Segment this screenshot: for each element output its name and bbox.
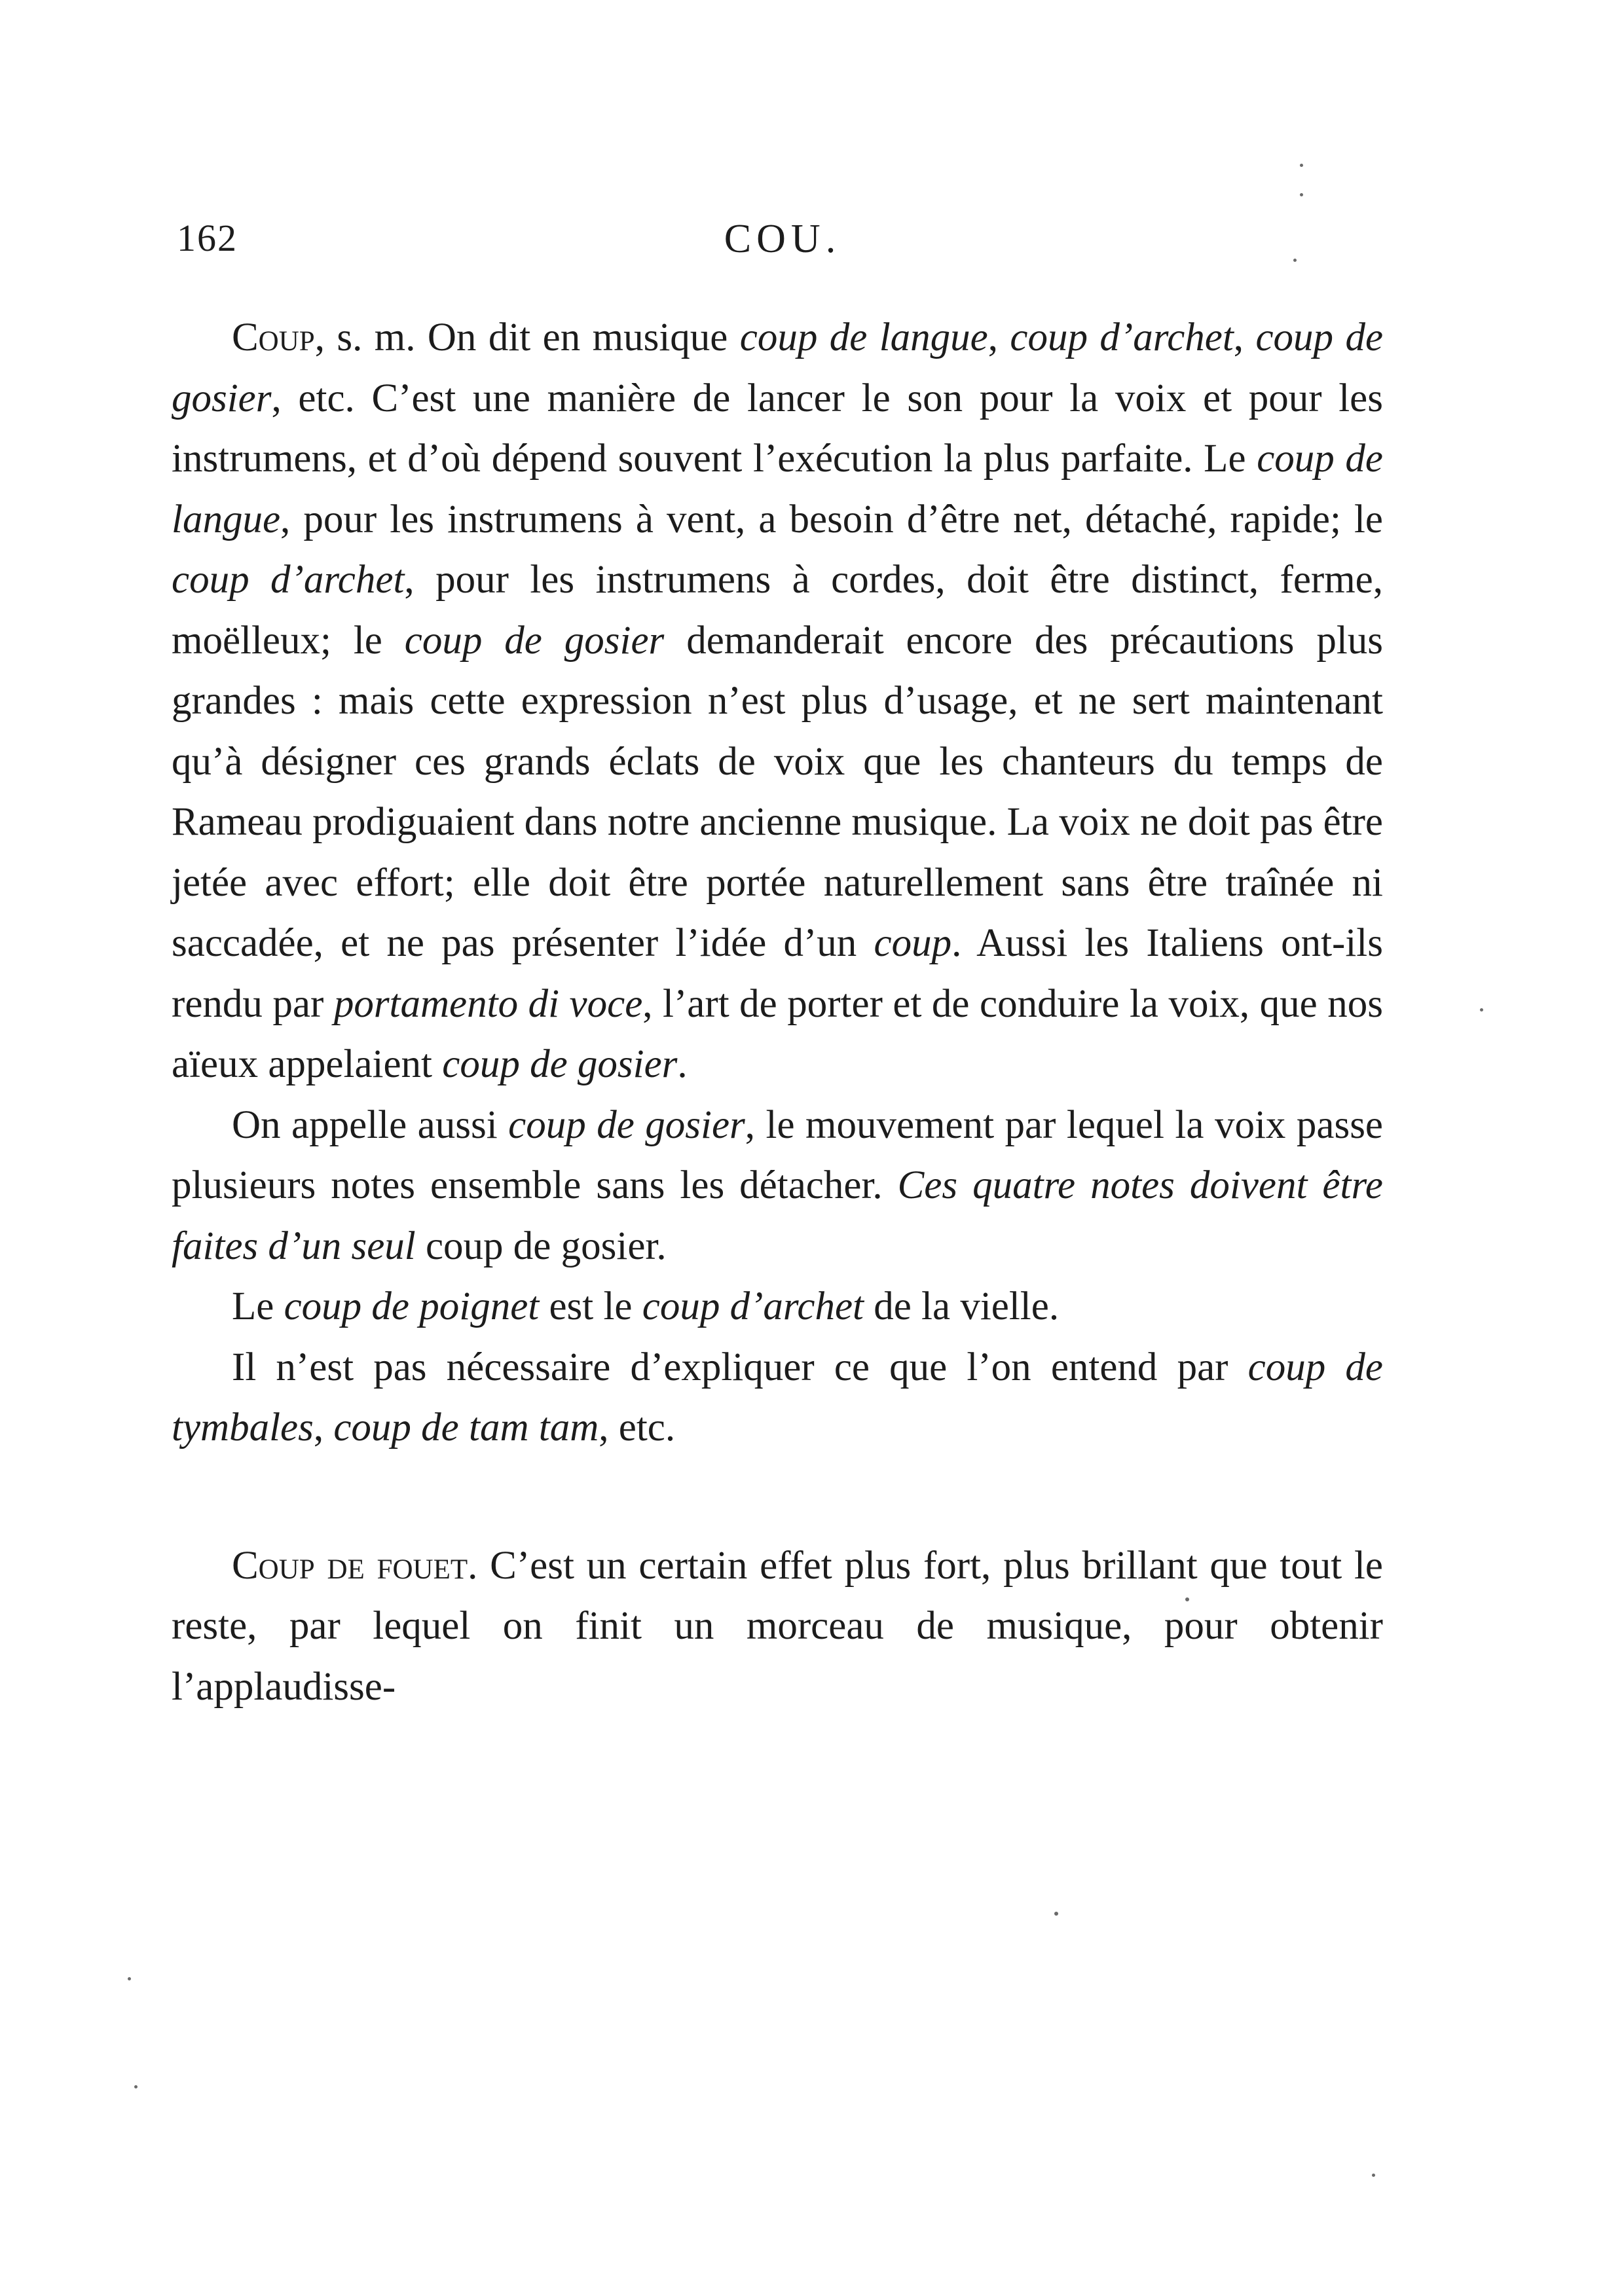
italic-term: coup de tymbales [172,1345,1383,1449]
paragraph [172,1095,1383,1277]
italic-term: coup de langue [739,316,988,359]
page-speck [1300,193,1303,196]
text-run: On appelle aussi [232,1102,509,1147]
page-number: 162 [177,217,238,259]
running-head: COU. [724,217,841,261]
page-speck [1372,2174,1375,2177]
page-speck [1300,164,1303,167]
entry-headword: Coup [232,316,315,359]
body-text [172,308,1383,1717]
page-header [177,216,1388,268]
text-run: demanderait encore des précautions plus grandes : mais cette expression n’est plus d’usage, et ne sert maintenant qu’à désigner ces grands éclats de voix que les chanteurs du temps de Rameau prodiguaient dans notre ancienne musique. La voix ne doit pas être jetée avec effort; elle doit être portée naturellement sans être traînée ni saccadée, et ne pas présenter l’idée d’un [172,618,1384,965]
text-run: , [987,316,1010,359]
text-run: . C’est un certain effet plus fort, plus brillant que tout le reste, par lequel on finit un morceau de musique, pour obtenir l’applaudisse- [172,1543,1383,1709]
italic-term: coup d’archet [172,558,405,602]
italic-term: coup de gosier [442,1042,678,1086]
italic-term: coup de gosier [508,1102,745,1147]
italic-term: coup de tam tam [333,1406,599,1449]
text-run: Il n’est pas nécessaire d’expliquer ce que l’on entend par [232,1345,1248,1389]
text-run: , le mouvement par lequel la voix passe plusieurs notes ensemble sans les détacher. [172,1102,1384,1207]
text-run: est le [539,1285,642,1328]
page-speck [1480,1008,1483,1011]
italic-term: coup de poignet [284,1285,540,1328]
page-speck [128,1977,131,1980]
text-run: de la vielle. [863,1285,1060,1328]
text-run: , etc. C’est une manière de lancer le son pour la voix et pour les instrumens, et d’où dépend souvent l’exécution la plus parfaite. Le [172,376,1383,481]
page-speck [134,2085,138,2088]
italic-term: coup [874,921,952,965]
italic-term: Ces quatre notes doivent être faites d’un seul [172,1163,1383,1268]
italic-term: coup d’archet [1010,316,1234,359]
entry-paragraph [172,1536,1383,1718]
text-run: Le [232,1285,284,1328]
text-run: . Aussi les Italiens ont-ils rendu par [172,921,1383,1026]
text-run: . [677,1042,688,1086]
italic-term: coup de langue [172,437,1383,541]
page-speck [1185,1597,1189,1601]
italic-term: coup de gosier [404,618,665,663]
text-run: , etc. [599,1406,676,1449]
entry-paragraph [172,308,1383,1095]
text-run: , l’art de porter et de conduire la voix, que nos aïeux appelaient [172,981,1384,1086]
entry-headword: Coup de fouet [232,1543,468,1588]
text-run: , pour les instrumens à vent, a besoin d’être net, détaché, rapide; le [280,497,1383,541]
paragraph [172,1338,1383,1459]
text-run: coup de gosier. [415,1224,667,1268]
text-run: , s. m. On dit en musique [314,316,740,359]
italic-term: coup d’archet [642,1285,864,1328]
page-speck [1293,259,1297,262]
text-run: , pour les instrumens à cordes, doit être distinct, ferme, moëlleux; le [172,558,1383,663]
italic-term: coup de gosier [172,316,1384,420]
page-speck [1054,1912,1058,1916]
paragraph [172,1277,1383,1338]
text-run: , [313,1406,334,1449]
text-run: , [1233,316,1256,359]
italic-term: portamento di voce [333,981,643,1026]
